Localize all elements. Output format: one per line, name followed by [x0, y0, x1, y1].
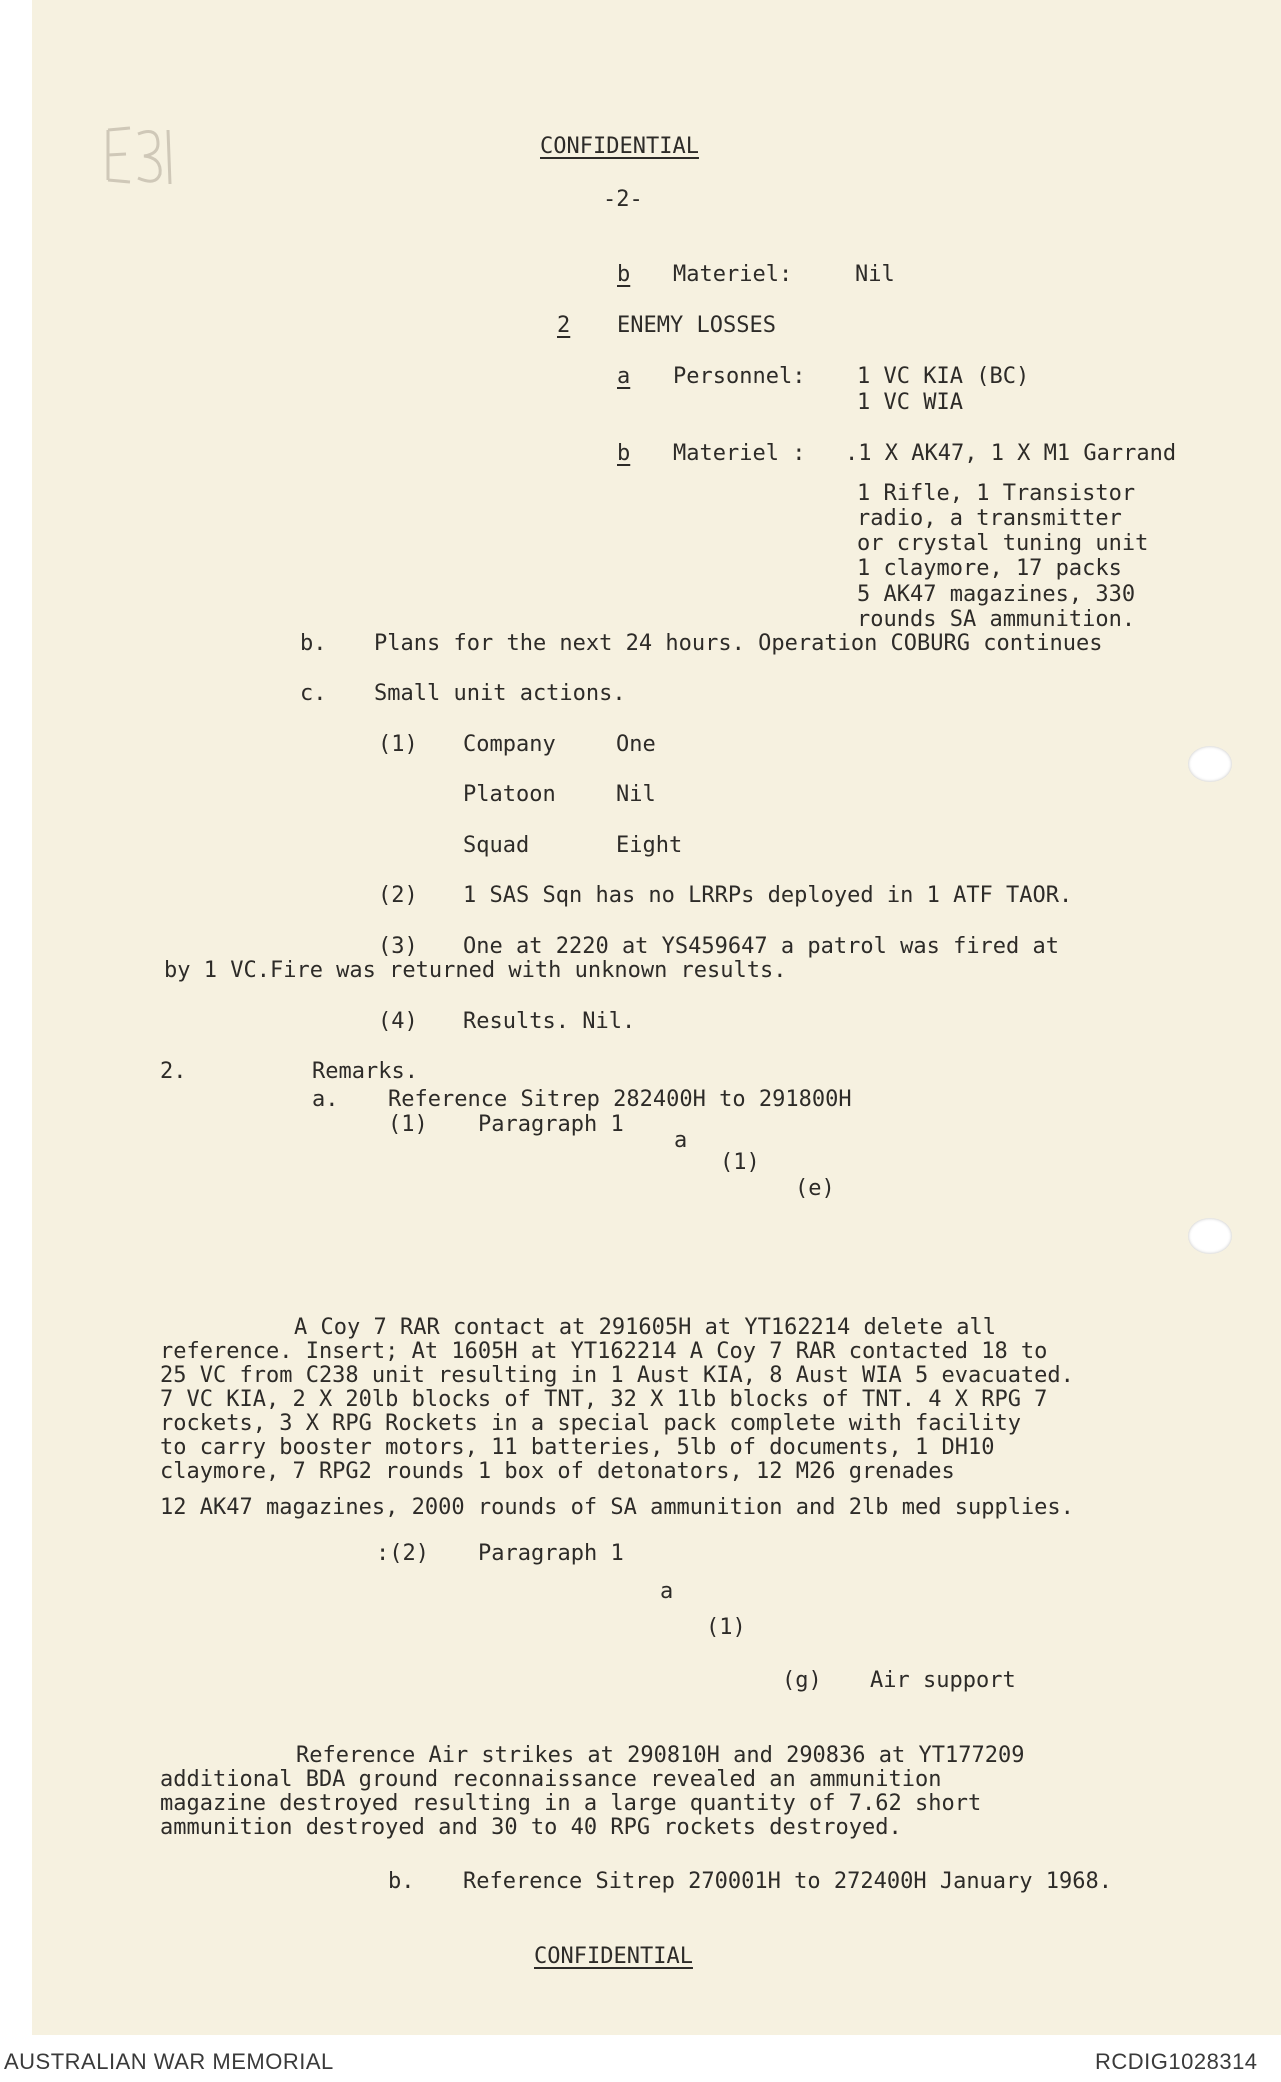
paragraph-1-text: Paragraph 1 [478, 1112, 624, 1137]
item-4-text: Results. Nil. [463, 1009, 636, 1034]
para-2-air-support: Air support [870, 1668, 1016, 1693]
personnel-line2: 1 VC WIA [857, 390, 963, 415]
materiel-2-letter: b [617, 441, 631, 466]
plans-text: Plans for the next 24 hours. Operation COBURG continues [374, 631, 1103, 656]
para-2-sub-1: (1) [706, 1615, 746, 1640]
materiel-1-value: Nil [855, 262, 895, 287]
plans-letter: b. [300, 631, 327, 656]
materiel-1-letter: b [617, 262, 631, 287]
coy-paragraph-line: to carry booster motors, 11 batteries, 5lb of documents, 1 DH10 [160, 1435, 995, 1460]
item-2-text: 1 SAS Sqn has no LRRPs deployed in 1 ATF TAOR. [463, 883, 1073, 908]
personnel-letter: a [617, 364, 631, 389]
item-3-line2: by 1 VC.Fire was returned with unknown results. [164, 958, 787, 983]
materiel-1-label: Materiel: [673, 262, 793, 287]
b-reference-letter: b. [388, 1869, 415, 1894]
item-3-number: (3) [378, 934, 418, 959]
remarks-a-text: Reference Sitrep 282400H to 291800H [388, 1087, 852, 1112]
air-paragraph-line: Reference Air strikes at 290810H and 290836 at YT177209 [296, 1743, 1025, 1768]
archive-id: RCDIG1028314 [1095, 2049, 1258, 2074]
remarks-a-letter: a. [312, 1087, 339, 1112]
coy-paragraph-line: rockets, 3 X RPG Rockets in a special pack complete with facility [160, 1411, 1021, 1436]
coy-paragraph-line: 25 VC from C238 unit resulting in 1 Aust KIA, 8 Aust WIA 5 evacuated. [160, 1363, 1074, 1388]
materiel-2-line: 1 claymore, 17 packs [857, 556, 1122, 581]
air-paragraph-line: ammunition destroyed and 30 to 40 RPG rockets destroyed. [160, 1815, 902, 1840]
b-reference-text: Reference Sitrep 270001H to 272400H January 1968. [463, 1869, 1113, 1894]
para-2-sub-g: (g) [782, 1668, 822, 1693]
enemy-losses-number: 2 [557, 313, 571, 338]
remarks-title: Remarks. [312, 1059, 418, 1084]
item-4-number: (4) [378, 1009, 418, 1034]
coy-paragraph-line: 7 VC KIA, 2 X 20lb blocks of TNT, 32 X 1lb blocks of TNT. 4 X RPG 7 [160, 1387, 1048, 1412]
footer-confidential: CONFIDENTIAL [534, 1944, 693, 1969]
punch-hole-bottom [1188, 1218, 1232, 1254]
materiel-2-line: .1 X AK47, 1 X M1 Garrand [845, 441, 1177, 466]
unit-row-value: One [616, 732, 656, 757]
materiel-2-line: or crystal tuning unit [857, 531, 1149, 556]
coy-paragraph-line: A Coy 7 RAR contact at 291605H at YT162214 delete all [294, 1315, 996, 1340]
unit-row-label: Squad [463, 833, 530, 858]
paragraph-1-sub-a: a [674, 1128, 688, 1153]
small-unit-text: Small unit actions. [374, 681, 626, 706]
paragraph-1-sub-1: (1) [720, 1150, 760, 1175]
unit-row-label: Platoon [463, 782, 556, 807]
personnel-line1: 1 VC KIA (BC) [857, 364, 1030, 389]
materiel-2-label: Materiel : [673, 441, 806, 466]
personnel-label: Personnel: [673, 364, 806, 389]
paragraph-1-sub-e: (e) [795, 1176, 835, 1201]
unit-row-value: Eight [616, 833, 683, 858]
materiel-2-line: rounds SA ammunition. [857, 607, 1136, 632]
paragraph-1-number: (1) [388, 1112, 428, 1137]
handwritten-page-mark [100, 120, 180, 200]
document-page [32, 0, 1281, 2035]
materiel-2-line: radio, a transmitter [857, 506, 1122, 531]
archive-credit: AUSTRALIAN WAR MEMORIAL [4, 2049, 334, 2074]
para-2-sub-a: a [660, 1579, 674, 1604]
unit-row-value: Nil [616, 782, 656, 807]
coy-paragraph-line: 12 AK47 magazines, 2000 rounds of SA ammunition and 2lb med supplies. [160, 1495, 1074, 1520]
air-paragraph-line: additional BDA ground reconnaissance revealed an ammunition [160, 1767, 942, 1792]
air-paragraph-line: magazine destroyed resulting in a large quantity of 7.62 short [160, 1791, 982, 1816]
materiel-2-line: 1 Rifle, 1 Transistor [857, 481, 1136, 506]
para-2-number: :(2) [376, 1541, 429, 1566]
remarks-number: 2. [160, 1059, 187, 1084]
enemy-losses-title: ENEMY LOSSES [617, 313, 776, 338]
para-2-text: Paragraph 1 [478, 1541, 624, 1566]
page-number: -2- [603, 187, 643, 212]
materiel-2-line: 5 AK47 magazines, 330 [857, 582, 1136, 607]
punch-hole-top [1188, 746, 1232, 782]
item-2-number: (2) [378, 883, 418, 908]
coy-paragraph-line: claymore, 7 RPG2 rounds 1 box of detonators, 12 M26 grenades [160, 1459, 955, 1484]
unit-table-number: (1) [378, 732, 418, 757]
item-3-line1: One at 2220 at YS459647 a patrol was fired at [463, 934, 1060, 959]
unit-row-label: Company [463, 732, 556, 757]
header-confidential: CONFIDENTIAL [540, 134, 699, 159]
small-unit-letter: c. [300, 681, 327, 706]
coy-paragraph-line: reference. Insert; At 1605H at YT162214 A Coy 7 RAR contacted 18 to [160, 1339, 1048, 1364]
